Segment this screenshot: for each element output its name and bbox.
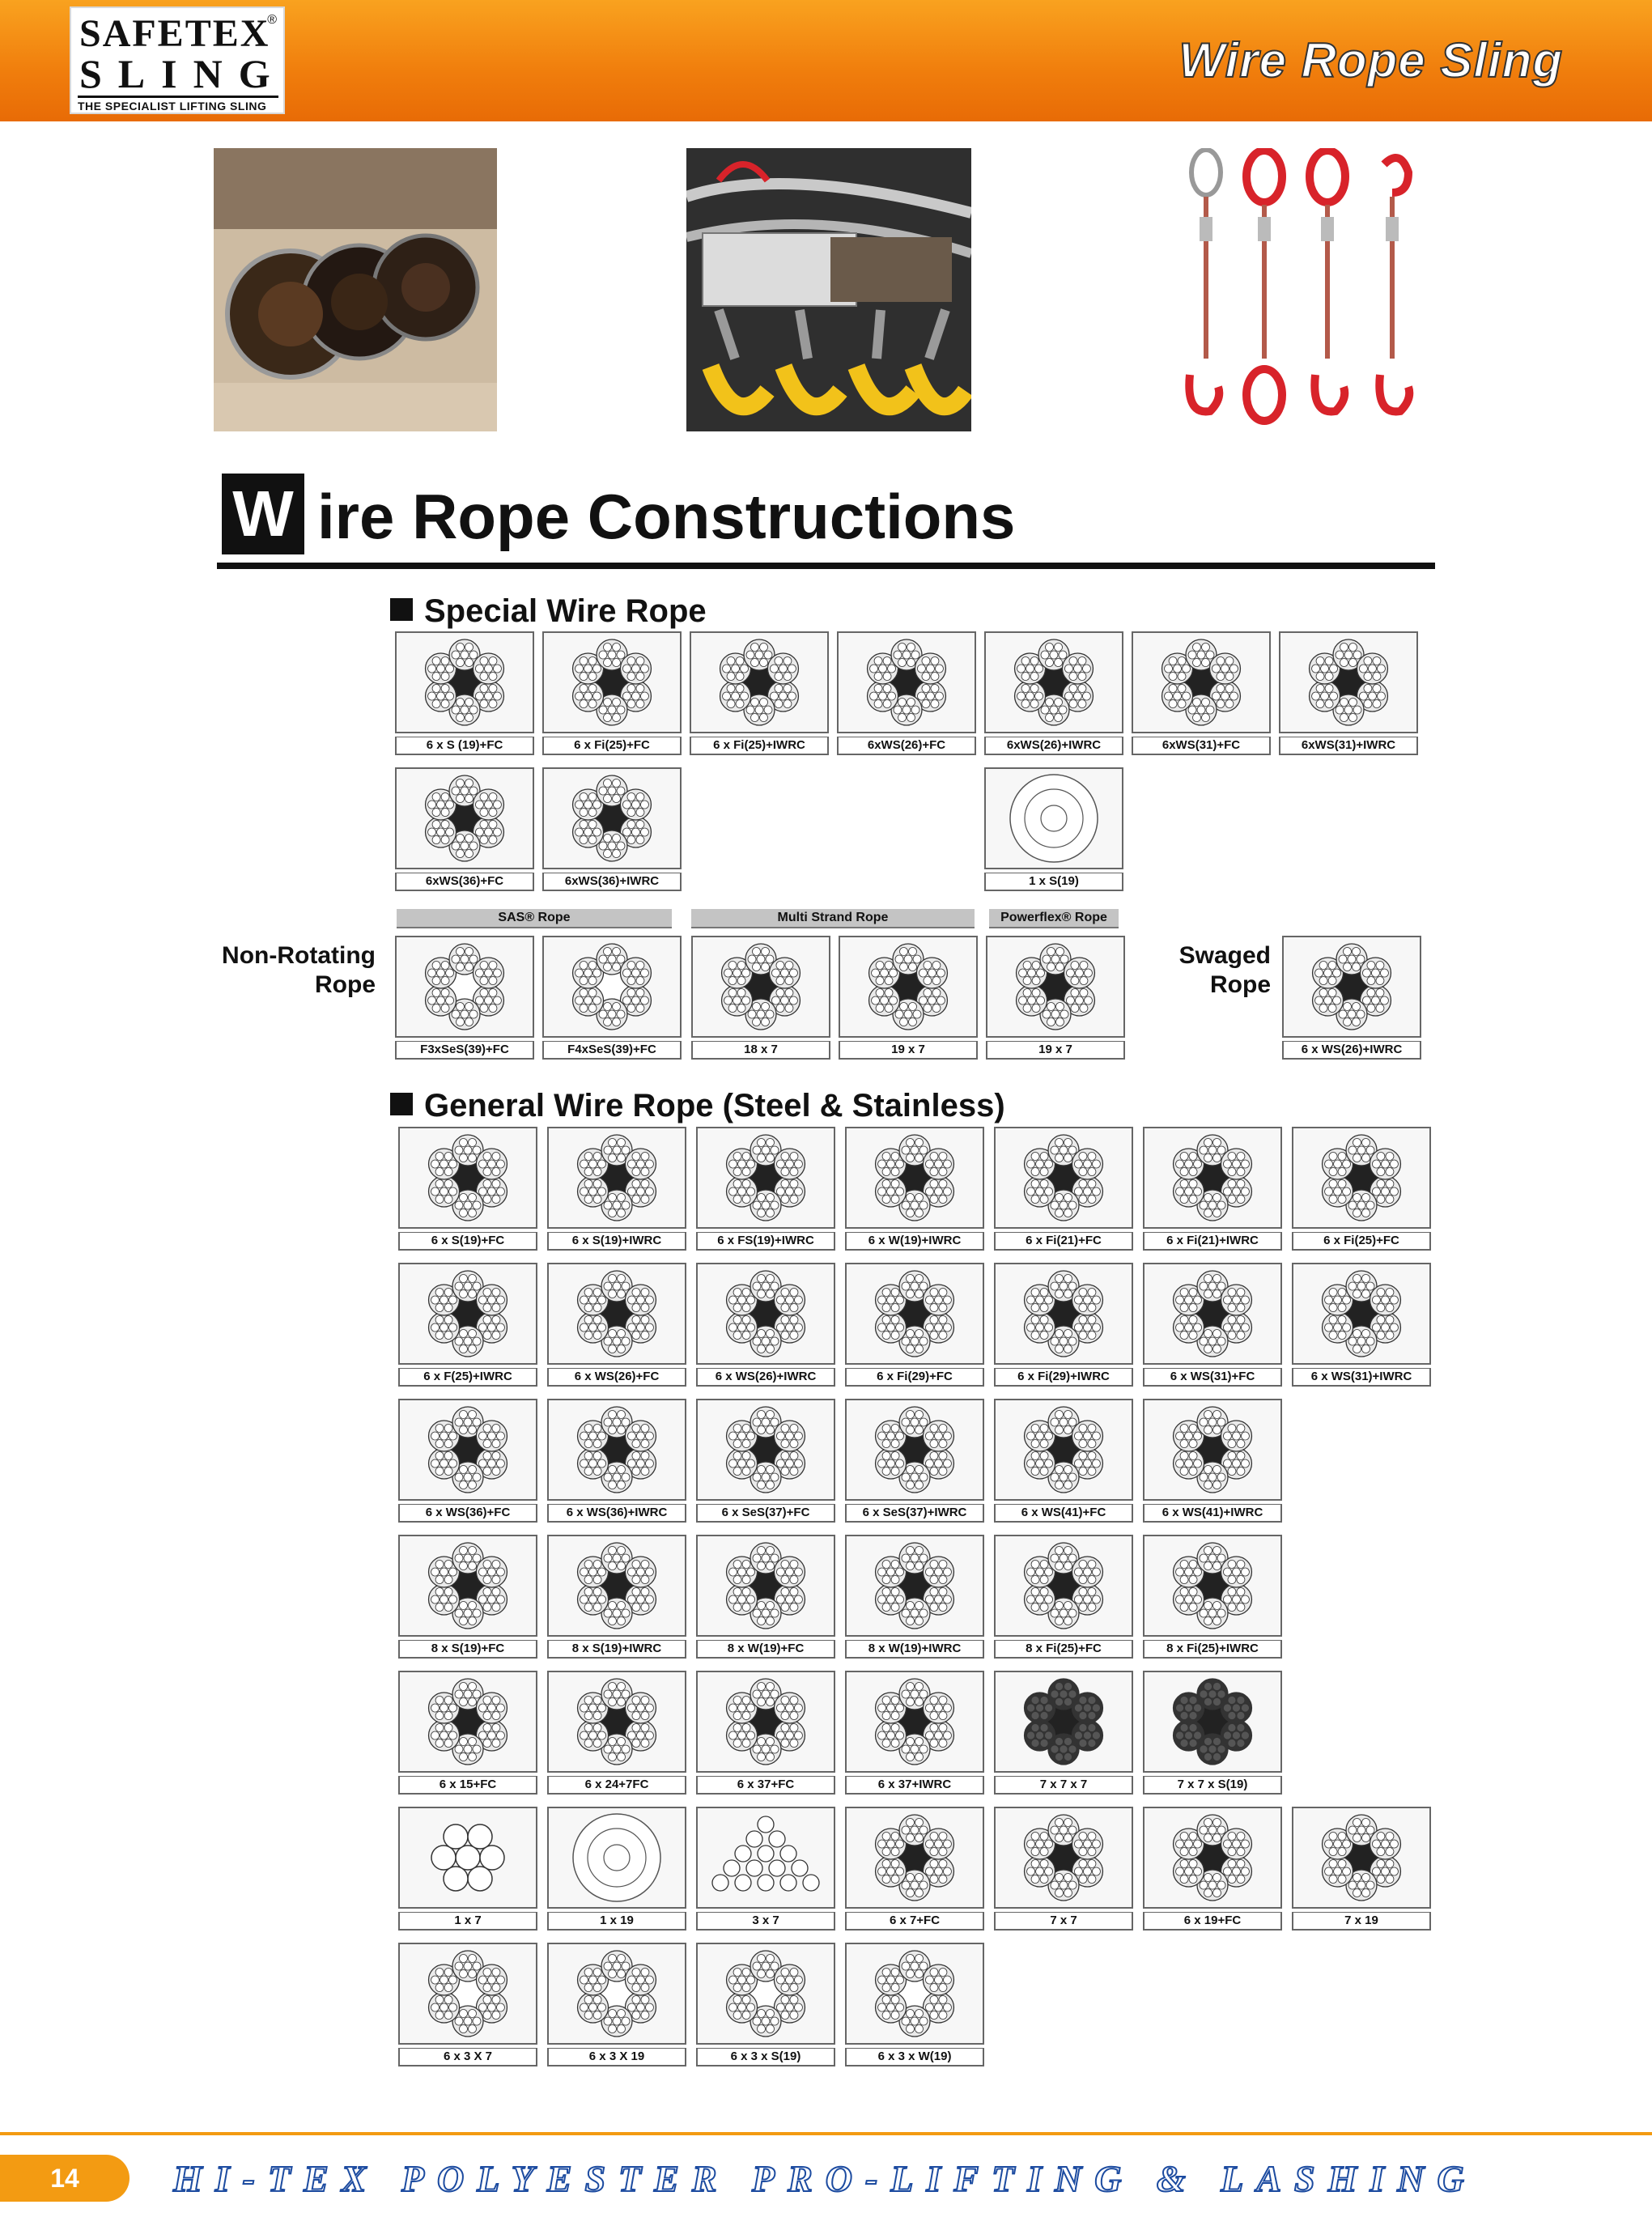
section-title-text: ire Rope Constructions: [317, 481, 1016, 552]
rope-construction: [986, 936, 1123, 1059]
logo-text-safetex: SAFETEX: [79, 12, 270, 55]
rope-construction-label: 6 x WS(31)+FC: [1143, 1368, 1282, 1387]
rope-cross-section-diagram: [1292, 1127, 1431, 1229]
rope-construction: [547, 1671, 685, 1794]
non-rotating-rope-label: [186, 941, 376, 1000]
rope-cross-section-diagram: [1292, 1263, 1431, 1365]
rope-cross-section-diagram: [845, 1263, 984, 1365]
rope-cross-section-svg: [1145, 1808, 1280, 1907]
rope-construction-label: 8 x S(19)+IWRC: [547, 1640, 686, 1659]
rope-cross-section-svg: [400, 1264, 536, 1363]
rope-construction-label: 7 x 7: [994, 1912, 1133, 1931]
safetex-logo: [70, 6, 285, 114]
rope-cross-section-svg: [847, 1944, 983, 2043]
rope-cross-section-diagram: [547, 1807, 686, 1909]
rope-cross-section-diagram: [547, 1263, 686, 1365]
logo-registered-mark: ®: [267, 13, 277, 27]
rope-construction: [547, 1399, 685, 1522]
rope-cross-section-svg: [397, 769, 533, 868]
rope-construction: [398, 1127, 536, 1250]
rope-construction-label: 6 x WS(26)+IWRC: [1282, 1041, 1421, 1060]
page-header-title: Wire Rope Sling: [1178, 33, 1563, 87]
general-wire-rope-heading-text: General Wire Rope (Steel & Stainless): [424, 1088, 1005, 1123]
rope-construction: [994, 1807, 1132, 1930]
rope-cross-section-svg: [839, 633, 975, 732]
rope-cross-section-svg: [400, 1944, 536, 2043]
rope-construction-label: 18 x 7: [691, 1041, 830, 1060]
rope-cross-section-svg: [698, 1808, 834, 1907]
rope-cross-section-diagram: [398, 1943, 537, 2045]
rope-cross-section-svg: [840, 937, 976, 1036]
rope-construction: [1143, 1399, 1280, 1522]
rope-construction-label: 6 x S (19)+FC: [395, 737, 534, 755]
rope-construction: [696, 1671, 834, 1794]
rope-construction: [994, 1671, 1132, 1794]
rope-cross-section-svg: [397, 937, 533, 1036]
rope-construction-label: 6 x 7+FC: [845, 1912, 984, 1931]
rope-cross-section-svg: [549, 1536, 685, 1635]
page-number: 14: [0, 2155, 130, 2202]
rope-construction: [398, 1399, 536, 1522]
rope-cross-section-svg: [847, 1536, 983, 1635]
rope-construction-label: 6 x FS(19)+IWRC: [696, 1232, 835, 1251]
photo-single-leg-slings: [1166, 148, 1433, 431]
rope-construction-label: F3xSeS(39)+FC: [395, 1041, 534, 1060]
rope-construction: [547, 1535, 685, 1658]
rope-cross-section-diagram: [547, 1127, 686, 1229]
rope-cross-section-svg: [400, 1672, 536, 1771]
rope-construction: [398, 1807, 536, 1930]
rope-construction-label: 6 x Fi(21)+FC: [994, 1232, 1133, 1251]
rope-construction: [690, 631, 827, 754]
rope-cross-section-svg: [698, 1128, 834, 1227]
rope-cross-section-svg: [1293, 1128, 1429, 1227]
rope-construction-label: 19 x 7: [986, 1041, 1125, 1060]
rope-cross-section-svg: [996, 1536, 1132, 1635]
rope-construction: [398, 1671, 536, 1794]
rope-cross-section-diagram: [696, 1943, 835, 2045]
rope-cross-section-diagram: [696, 1535, 835, 1637]
rope-cross-section-diagram: [845, 1535, 984, 1637]
rope-cross-section-svg: [544, 769, 680, 868]
rope-cross-section-svg: [698, 1264, 834, 1363]
rope-cross-section-svg: [1293, 1808, 1429, 1907]
rope-construction: [994, 1127, 1132, 1250]
rope-construction-label: 6 x Fi(29)+IWRC: [994, 1368, 1133, 1387]
rope-cross-section-svg: [1280, 633, 1416, 732]
footer-rule: [0, 2132, 1652, 2135]
rope-cross-section-diagram: [1143, 1807, 1282, 1909]
rope-cross-section-svg: [986, 633, 1122, 732]
rope-construction: [845, 1671, 983, 1794]
rope-construction-label: 6 x Fi(25)+FC: [542, 737, 682, 755]
rope-construction: [1132, 631, 1269, 754]
rope-construction: [547, 1263, 685, 1386]
rope-cross-section-diagram: [1279, 631, 1418, 733]
rope-cross-section-diagram: [845, 1943, 984, 2045]
rope-construction-label: 6 x 3 X 7: [398, 2048, 537, 2066]
rope-construction: [696, 1535, 834, 1658]
rope-construction-label: 6 x Fi(25)+IWRC: [690, 737, 829, 755]
rope-cross-section-diagram: [1143, 1127, 1282, 1229]
rope-construction: [547, 1943, 685, 2066]
rope-cross-section-diagram: [542, 767, 682, 869]
rope-cross-section-svg: [847, 1672, 983, 1771]
rope-construction-label: 6xWS(26)+FC: [837, 737, 976, 755]
rope-construction: [984, 631, 1122, 754]
rope-cross-section-svg: [698, 1536, 834, 1635]
rope-cross-section-diagram: [696, 1671, 835, 1773]
rope-construction: [845, 1807, 983, 1930]
rope-cross-section-svg: [549, 1672, 685, 1771]
rope-construction-label: 6 x 24+7FC: [547, 1776, 686, 1795]
rope-construction-label: 6 x WS(41)+IWRC: [1143, 1504, 1282, 1523]
rope-cross-section-svg: [987, 937, 1123, 1036]
rope-construction-label: 7 x 7 x S(19): [1143, 1776, 1282, 1795]
rope-construction: [837, 631, 975, 754]
rope-construction-label: 7 x 19: [1292, 1912, 1431, 1931]
rope-construction: [1292, 1807, 1429, 1930]
rope-cross-section-diagram: [1143, 1535, 1282, 1637]
rope-cross-section-diagram: [839, 936, 978, 1038]
rope-cross-section-diagram: [547, 1399, 686, 1501]
rope-construction-label: 6 x W(19)+IWRC: [845, 1232, 984, 1251]
rope-cross-section-diagram: [696, 1127, 835, 1229]
rope-cross-section-svg: [544, 937, 680, 1036]
rope-cross-section-diagram: [837, 631, 976, 733]
rope-cross-section-svg: [996, 1400, 1132, 1499]
rope-cross-section-diagram: [845, 1807, 984, 1909]
rope-cross-section-svg: [996, 1264, 1132, 1363]
rope-construction: [839, 936, 976, 1059]
rope-construction: [542, 631, 680, 754]
rope-construction-label: 6xWS(36)+FC: [395, 873, 534, 891]
rope-construction-label: 6 x WS(36)+FC: [398, 1504, 537, 1523]
rope-construction: [398, 1535, 536, 1658]
rope-cross-section-diagram: [690, 631, 829, 733]
rope-cross-section-svg: [1145, 1128, 1280, 1227]
rope-cross-section-diagram: [398, 1671, 537, 1773]
rope-construction: [696, 1399, 834, 1522]
non-rotating-label-line1: Non-Rotating: [222, 942, 376, 969]
non-rotating-label-line2: Rope: [315, 971, 376, 998]
rope-construction: [398, 1943, 536, 2066]
rope-cross-section-diagram: [984, 767, 1123, 869]
rope-construction: [994, 1399, 1132, 1522]
rope-cross-section-svg: [847, 1400, 983, 1499]
rope-cross-section-diagram: [994, 1807, 1133, 1909]
rope-cross-section-diagram: [395, 936, 534, 1038]
rope-cross-section-svg: [693, 937, 829, 1036]
swaged-rope-label: [1125, 941, 1271, 1000]
swaged-label-line2: Rope: [1210, 971, 1271, 998]
rope-cross-section-diagram: [845, 1671, 984, 1773]
rope-cross-section-diagram: [994, 1671, 1133, 1773]
rope-construction: [1143, 1127, 1280, 1250]
logo-tagline: THE SPECIALIST LIFTING SLING: [78, 96, 278, 113]
rope-construction: [1143, 1807, 1280, 1930]
rope-cross-section-svg: [996, 1808, 1132, 1907]
rope-construction: [395, 631, 533, 754]
rope-construction: [395, 936, 533, 1059]
rope-construction: [1143, 1263, 1280, 1386]
rope-cross-section-svg: [400, 1808, 536, 1907]
rope-construction-label: 3 x 7: [696, 1912, 835, 1931]
rope-construction-label: 1 x S(19): [984, 873, 1123, 891]
rope-construction-label: 6xWS(26)+IWRC: [984, 737, 1123, 755]
rope-cross-section-diagram: [1282, 936, 1421, 1038]
rope-construction: [547, 1807, 685, 1930]
rope-cross-section-diagram: [395, 631, 534, 733]
rope-construction-label: 6 x WS(31)+IWRC: [1292, 1368, 1431, 1387]
rope-cross-section-svg: [1145, 1536, 1280, 1635]
swaged-label-line1: Swaged: [1178, 942, 1271, 969]
rope-construction-label: 6 x WS(26)+FC: [547, 1368, 686, 1387]
rope-cross-section-diagram: [1143, 1263, 1282, 1365]
rope-construction: [691, 936, 829, 1059]
rope-cross-section-svg: [549, 1808, 685, 1907]
square-bullet-icon: [390, 1093, 413, 1115]
rope-construction-label: 1 x 7: [398, 1912, 537, 1931]
rope-cross-section-diagram: [696, 1807, 835, 1909]
rope-cross-section-diagram: [398, 1127, 537, 1229]
rope-cross-section-svg: [847, 1808, 983, 1907]
rope-construction-label: 8 x Fi(25)+IWRC: [1143, 1640, 1282, 1659]
rope-construction-label: 6 x F(25)+IWRC: [398, 1368, 537, 1387]
rope-construction-label: F4xSeS(39)+FC: [542, 1041, 682, 1060]
rope-cross-section-svg: [847, 1128, 983, 1227]
rope-construction-label: 6 x 3 X 19: [547, 2048, 686, 2066]
special-wire-rope-heading-text: Special Wire Rope: [424, 593, 707, 629]
header-banner: [0, 0, 1652, 121]
logo-text-sling: SLING: [79, 51, 287, 96]
rope-construction: [696, 1807, 834, 1930]
rope-cross-section-diagram: [547, 1943, 686, 2045]
rope-cross-section-diagram: [986, 936, 1125, 1038]
rope-cross-section-svg: [996, 1128, 1132, 1227]
rope-construction-label: 6 x 19+FC: [1143, 1912, 1282, 1931]
rope-cross-section-diagram: [845, 1127, 984, 1229]
rope-construction-label: 6 x SeS(37)+IWRC: [845, 1504, 984, 1523]
rope-construction: [1292, 1127, 1429, 1250]
rope-cross-section-svg: [1145, 1672, 1280, 1771]
rope-construction: [1143, 1671, 1280, 1794]
rope-construction-label: 6 x WS(26)+IWRC: [696, 1368, 835, 1387]
rope-cross-section-svg: [691, 633, 827, 732]
rope-cross-section-svg: [1133, 633, 1269, 732]
rope-construction: [547, 1127, 685, 1250]
rope-cross-section-svg: [549, 1944, 685, 2043]
general-wire-rope-heading: [390, 1088, 1005, 1124]
rope-cross-section-diagram: [1143, 1671, 1282, 1773]
photo-sling-assemblies: [686, 148, 971, 431]
rope-construction-label: 6xWS(31)+IWRC: [1279, 737, 1418, 755]
rope-construction: [542, 767, 680, 890]
rope-construction: [845, 1263, 983, 1386]
rope-construction: [398, 1263, 536, 1386]
rope-cross-section-diagram: [547, 1535, 686, 1637]
rope-cross-section-svg: [549, 1128, 685, 1227]
rope-construction: [845, 1535, 983, 1658]
rope-construction-label: 8 x Fi(25)+FC: [994, 1640, 1133, 1659]
rope-cross-section-diagram: [1143, 1399, 1282, 1501]
rope-construction-label: 6 x S(19)+FC: [398, 1232, 537, 1251]
group-tab-sas: SAS® Rope: [397, 909, 672, 928]
rope-construction-label: 6 x 37+FC: [696, 1776, 835, 1795]
rope-construction: [845, 1127, 983, 1250]
rope-cross-section-diagram: [398, 1399, 537, 1501]
rope-cross-section-svg: [400, 1128, 536, 1227]
rope-cross-section-diagram: [1132, 631, 1271, 733]
rope-construction-label: 6 x 3 x S(19): [696, 2048, 835, 2066]
rope-cross-section-svg: [549, 1400, 685, 1499]
group-tab-powerflex: Powerflex® Rope: [989, 909, 1119, 928]
rope-construction-label: 6 x WS(36)+IWRC: [547, 1504, 686, 1523]
rope-construction-label: 8 x W(19)+FC: [696, 1640, 835, 1659]
section-title-initial: W: [222, 474, 304, 554]
rope-construction-label: 6 x 15+FC: [398, 1776, 537, 1795]
rope-construction: [542, 936, 680, 1059]
rope-construction-label: 1 x 19: [547, 1912, 686, 1931]
rope-cross-section-diagram: [994, 1399, 1133, 1501]
rope-construction: [1143, 1535, 1280, 1658]
rope-cross-section-diagram: [398, 1807, 537, 1909]
rope-construction: [994, 1535, 1132, 1658]
rope-construction: [395, 767, 533, 890]
section-title-rule: [217, 563, 1435, 569]
rope-construction-label: 19 x 7: [839, 1041, 978, 1060]
rope-cross-section-diagram: [994, 1263, 1133, 1365]
rope-construction: [1292, 1263, 1429, 1386]
rope-cross-section-svg: [1293, 1264, 1429, 1363]
rope-cross-section-svg: [1145, 1264, 1280, 1363]
rope-construction-label: 6 x Fi(25)+FC: [1292, 1232, 1431, 1251]
rope-cross-section-svg: [397, 633, 533, 732]
rope-cross-section-diagram: [398, 1535, 537, 1637]
rope-construction: [845, 1943, 983, 2066]
rope-construction-label: 6xWS(36)+IWRC: [542, 873, 682, 891]
rope-construction: [984, 767, 1122, 890]
footer-slogan: HI-TEX POLYESTER PRO-LIFTING & LASHING: [173, 2158, 1477, 2199]
rope-cross-section-diagram: [1292, 1807, 1431, 1909]
rope-construction-label: 6 x WS(41)+FC: [994, 1504, 1133, 1523]
rope-cross-section-svg: [400, 1400, 536, 1499]
rope-cross-section-svg: [698, 1400, 834, 1499]
rope-cross-section-diagram: [696, 1263, 835, 1365]
rope-construction-label: 6 x 37+IWRC: [845, 1776, 984, 1795]
rope-cross-section-svg: [996, 1672, 1132, 1771]
rope-construction: [994, 1263, 1132, 1386]
rope-construction-label: 6 x Fi(29)+FC: [845, 1368, 984, 1387]
rope-construction: [696, 1263, 834, 1386]
rope-cross-section-svg: [549, 1264, 685, 1363]
rope-cross-section-diagram: [994, 1127, 1133, 1229]
rope-construction: [696, 1943, 834, 2066]
rope-cross-section-svg: [1145, 1400, 1280, 1499]
rope-cross-section-diagram: [542, 936, 682, 1038]
rope-cross-section-svg: [1284, 937, 1420, 1036]
rope-cross-section-svg: [698, 1944, 834, 2043]
rope-construction-label: 6xWS(31)+FC: [1132, 737, 1271, 755]
rope-cross-section-svg: [986, 769, 1122, 868]
rope-construction-label: 8 x W(19)+IWRC: [845, 1640, 984, 1659]
rope-cross-section-diagram: [994, 1535, 1133, 1637]
rope-cross-section-diagram: [542, 631, 682, 733]
rope-construction: [1282, 936, 1420, 1059]
rope-construction-label: 6 x Fi(21)+IWRC: [1143, 1232, 1282, 1251]
rope-construction: [696, 1127, 834, 1250]
group-tab-multi-strand: Multi Strand Rope: [691, 909, 975, 928]
square-bullet-icon: [390, 598, 413, 621]
rope-construction-label: 7 x 7 x 7: [994, 1776, 1133, 1795]
photo-wire-rope-cross-sections: [214, 148, 497, 431]
rope-cross-section-diagram: [395, 767, 534, 869]
special-wire-rope-heading: [390, 593, 707, 630]
rope-cross-section-svg: [698, 1672, 834, 1771]
rope-cross-section-diagram: [398, 1263, 537, 1365]
rope-construction-label: 8 x S(19)+FC: [398, 1640, 537, 1659]
rope-cross-section-diagram: [691, 936, 830, 1038]
rope-construction: [845, 1399, 983, 1522]
rope-cross-section-diagram: [696, 1399, 835, 1501]
rope-construction-label: 6 x SeS(37)+FC: [696, 1504, 835, 1523]
rope-construction: [1279, 631, 1416, 754]
rope-construction-label: 6 x 3 x W(19): [845, 2048, 984, 2066]
rope-cross-section-svg: [400, 1536, 536, 1635]
rope-cross-section-diagram: [547, 1671, 686, 1773]
rope-cross-section-diagram: [984, 631, 1123, 733]
rope-cross-section-diagram: [845, 1399, 984, 1501]
rope-construction-label: 6 x S(19)+IWRC: [547, 1232, 686, 1251]
rope-cross-section-svg: [544, 633, 680, 732]
rope-cross-section-svg: [847, 1264, 983, 1363]
